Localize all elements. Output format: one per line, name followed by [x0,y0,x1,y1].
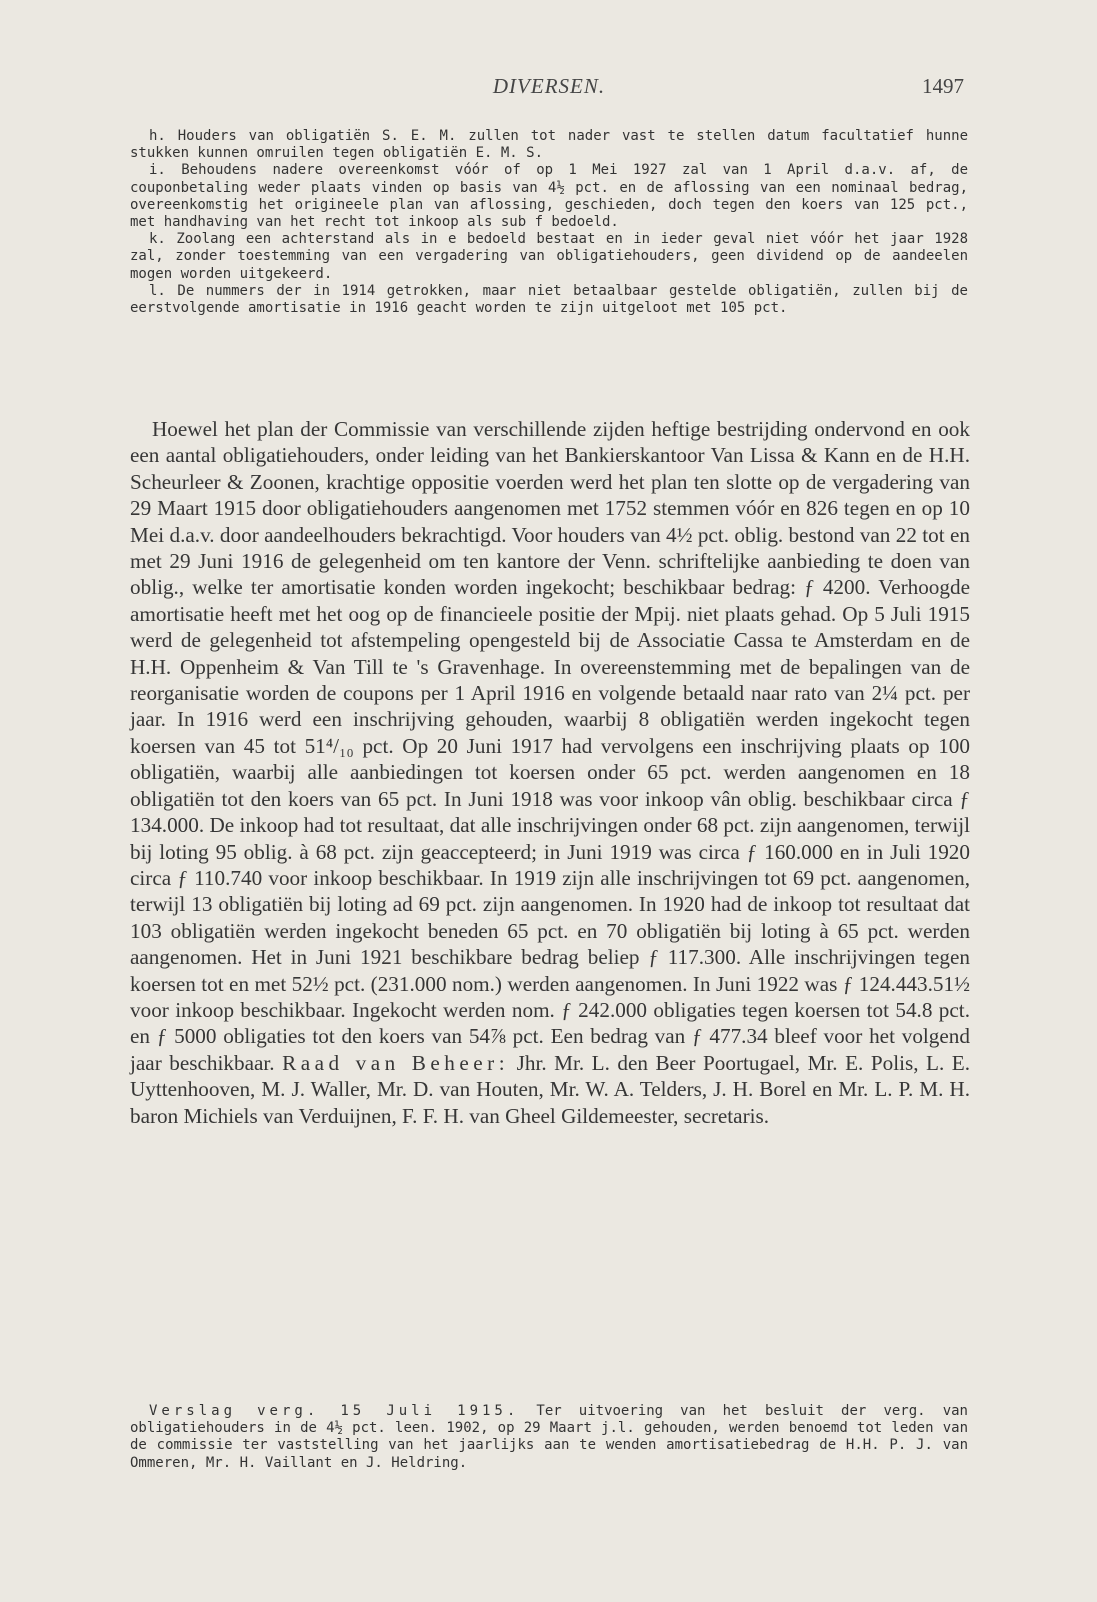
report-label: Verslag verg. 15 Juli 1915. [149,1403,520,1419]
page-number: 1497 [922,74,964,98]
running-title: DIVERSEN. [492,74,606,98]
board-members: Jhr. Mr. L. den Beer Poortugael, Mr. E. Polis, L. E. Uyttenhooven, M. J. Waller, Mr. D. van Houten, Mr. W. A. Telders, J. H. Borel en Mr. L. P. M. H. baron Michiels van Verduijnen, F. F. H. van Gheel Gildemeester, secretaris. [130,1050,971,1128]
meeting-report [130,1403,968,1472]
condition-i: i. Behoudens nadere overeenkomst vóór of op 1 Mei 1927 zal van 1 April d.a.v. af, de couponbetaling weder plaats vinden op basis van 4½ pct. en de aflossing van een nominaal bedrag, overeenkomstig het origineele plan van aflossing, geschieden, doch tegen den koers van 125 pct., met handhaving van het recht tot inkoop als sub f bedoeld. [130,162,968,231]
condition-h: h. Houders van obligatiën S. E. M. zullen tot nader vast te stellen datum facultatief hunne stukken kunnen omruilen tegen obligatiën E. M. S. [130,128,968,162]
condition-l: l. De nummers der in 1914 getrokken, maar niet betaalbaar gestelde obligatiën, zullen bij de eerstvolgende amortisatie in 1916 geacht worden te zijn uitgeloot met 105 pct. [130,282,968,317]
report-paragraph [130,1403,968,1472]
page-header [130,74,968,100]
conditions-list [130,128,968,317]
report-text: Ter uitvoering van het besluit der verg. van obligatiehouders in de 4½ pct. leen. 1902, op 29 Maart j.l. gehouden, werden benoemd tot leden van de commissie ter vaststelling van het jaarlijks aan te wenden amortisatiebedrag de H.H. P. J. van Ommeren, Mr. H. Vaillant en J. Heldring. [130,1403,968,1471]
body-paragraph [130,416,970,1129]
body-text: Hoewel het plan der Commissie van verschillende zijden heftige bestrijding ondervond en ook een aantal obligatiehouders, onder leiding van het Bankierskantoor Van Lissa & Kann en de H.H. Scheurleer & Zoonen, krachtige oppositie voerden werd het plan ten slotte op de vergadering van 29 Maart 1915 door obligatiehouders aangenomen met 1752 stemmen vóór en 826 tegen en op 10 Mei d.a.v. door aandeelhouders bekrachtigd. Voor houders van 4½ pct. oblig. bestond van 22 tot en met 29 Juni 1916 de gelegenheid om ten kantore der Venn. schriftelijke aanbieding te doen van oblig., welke ter amortisatie konden worden ingekocht; beschikbaar bedrag: ƒ 4200. Verhoogde amortisatie heeft met het oog op de financieele positie der Mpij. niet plaats gehad. Op 5 Juli 1915 werd de gelegenheid tot afstempeling opengesteld bij de Associatie Cassa te Amsterdam en de H.H. Oppenheim & Van Till te 's Gravenhage. In overeenstemming met de bepalingen van de reorganisatie worden de coupons per 1 April 1916 en volgende betaald naar rato van 2¼ pct. per jaar. In 1916 werd een inschrijving gehouden, waarbij 8 obligatiën werden ingekocht tegen koersen van 45 tot 51⁴/₁₀ pct. Op 20 Juni 1917 had vervolgens een inschrijving plaats op 100 obligatiën, waarbij alle aanbiedingen tot koersen onder 65 pct. werden aangenomen en 18 obligatiën tot den koers van 65 pct. In Juni 1918 was voor inkoop vân oblig. beschikbaar circa ƒ 134.000. De inkoop had tot resultaat, dat alle inschrijvingen onder 68 pct. zijn aangenomen, terwijl bij loting 95 oblig. à 68 pct. zijn geaccepteerd; in Juni 1919 was circa ƒ 160.000 en in Juli 1920 circa ƒ 110.740 voor inkoop beschikbaar. In 1919 zijn alle inschrijvingen tot 69 pct. aangenomen, terwijl 13 obligatiën bij loting ad 69 pct. zijn aangenomen. In 1920 had de inkoop tot resultaat dat 103 obligatiën werden ingekocht beneden 65 pct. en 70 obligatiën bij loting à 65 pct. werden aangenomen. Het in Juni 1921 beschikbare bedrag beliep ƒ 117.300. Alle inschrijvingen tegen koersen tot en met 52½ pct. (231.000 nom.) werden aangenomen. In Juni 1922 was ƒ 124.443.51½ voor inkoop beschikbaar. Ingekocht werden nom. ƒ 242.000 obligaties tegen koersen tot 54.8 pct. en ƒ 5000 obligaties tot den koers van 54⅞ pct. Een bedrag van ƒ 477.34 bleef voor het volgend jaar beschikbaar. [130,417,970,1075]
main-body [130,416,970,1129]
board-label: Raad van Beheer: [282,1050,510,1075]
condition-k: k. Zoolang een achterstand als in e bedoeld bestaat en in ieder geval niet vóór het jaar 1928 zal, zonder toestemming van een vergadering van obligatiehouders, geen dividend op de aandeelen mogen worden uitgekeerd. [130,231,968,282]
